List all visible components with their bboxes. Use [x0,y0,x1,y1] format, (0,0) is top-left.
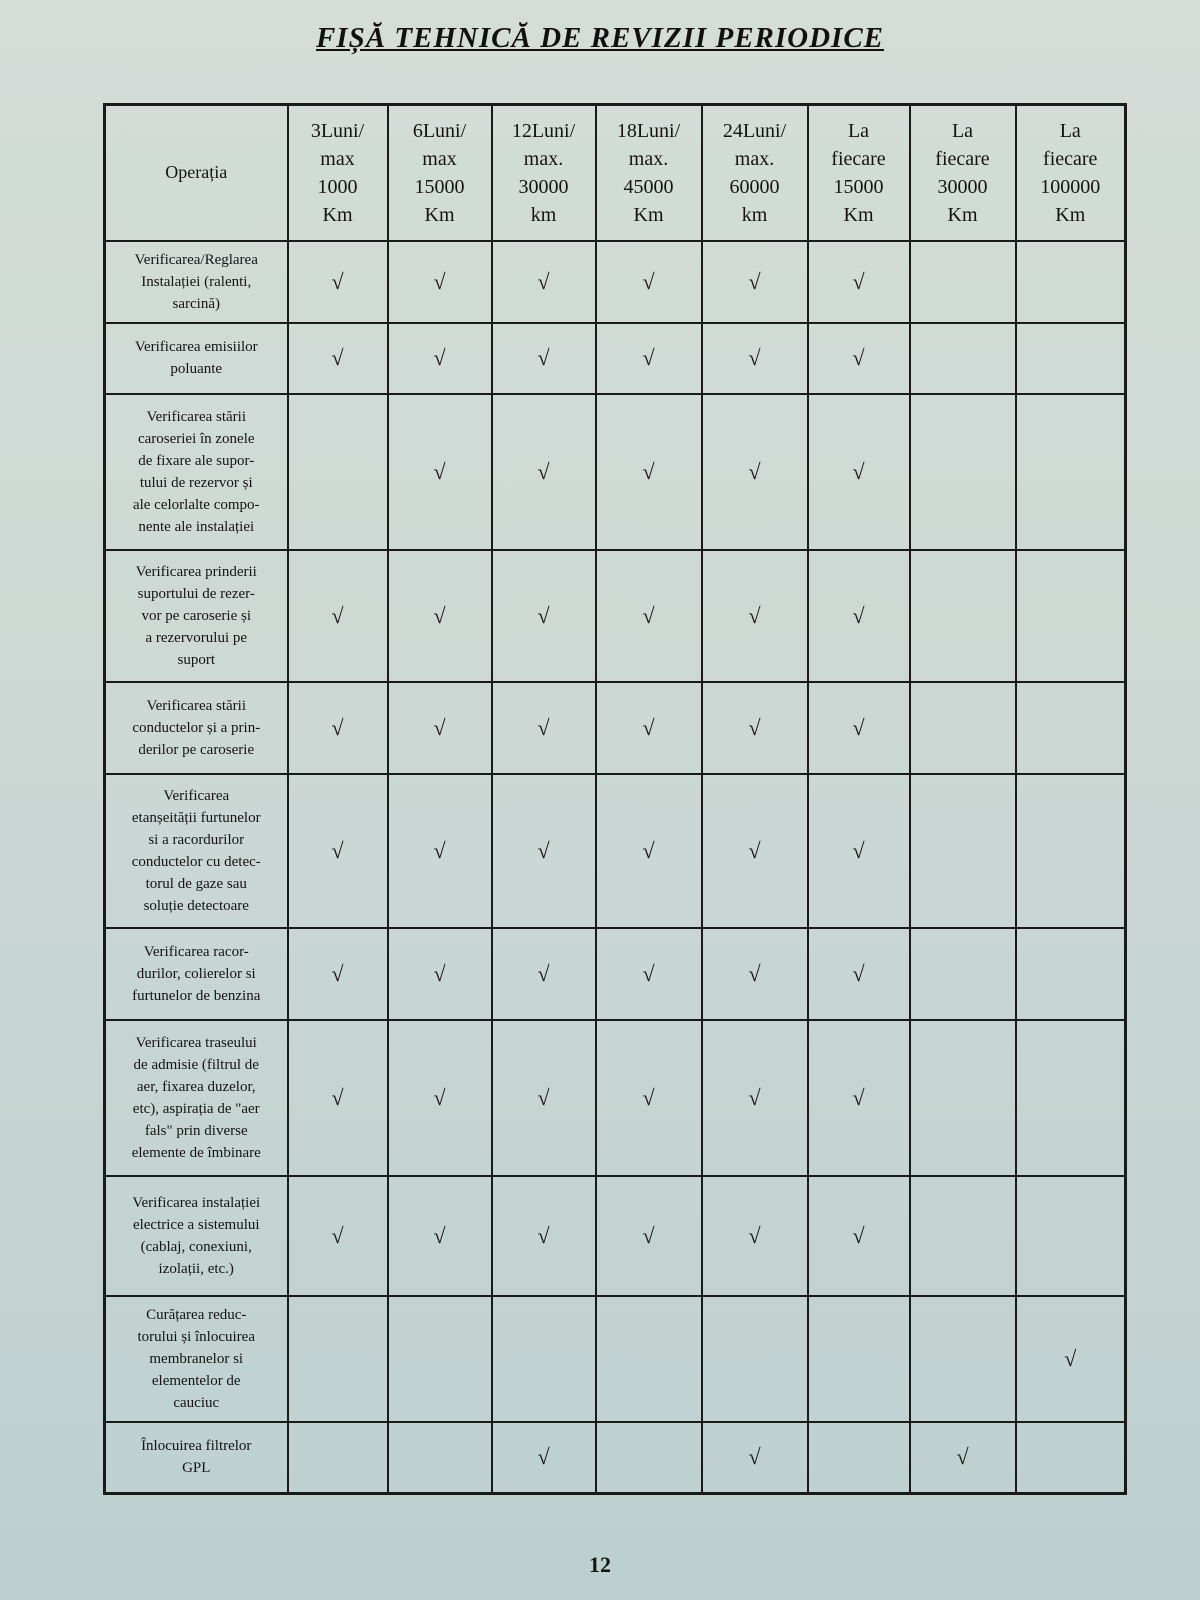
check-mark-cell [808,774,910,928]
check-mark-cell [596,241,702,323]
operation-line: elemente de îmbinare [131,1144,261,1161]
check-mark-cell [388,1020,492,1176]
operation-line: vor pe caroserie și [141,607,252,624]
check-mark-cell [492,928,596,1020]
check-mark-cell [388,1176,492,1296]
empty-cell [910,241,1016,323]
operation-line: GPL [182,1460,211,1477]
check-mark-icon: √ [642,714,655,740]
operation-line: Verificarea emisiilor [134,339,258,355]
check-mark-icon: √ [748,1084,761,1110]
check-mark-cell [492,241,596,323]
check-mark-icon: √ [748,1222,761,1248]
operation-cell [105,394,288,550]
operation-line: a rezervorului pe [145,629,248,646]
column-header: 12Luni/ max. 30000 km [492,105,596,241]
check-mark-cell [596,774,702,928]
operation-cell [105,323,288,394]
empty-cell [388,1422,492,1494]
operation-line: Curățarea reduc- [146,1306,247,1323]
page-title: FIȘĂ TEHNICĂ DE REVIZII PERIODICE [315,22,885,54]
check-mark-cell [388,682,492,774]
check-mark-icon: √ [642,1222,655,1248]
operation-cell [105,241,288,323]
empty-cell [910,1176,1016,1296]
empty-cell [596,1422,702,1494]
operation-line: furtunelor de benzina [132,987,261,1004]
operation-line: izolații, etc.) [158,1260,234,1277]
check-mark-cell [702,1176,808,1296]
check-mark-cell [702,241,808,323]
check-mark-icon: √ [852,345,865,370]
table-row [105,241,1126,323]
check-mark-icon: √ [748,602,761,628]
check-mark-icon: √ [331,837,344,863]
check-mark-icon: √ [331,1222,344,1248]
check-mark-icon: √ [642,960,655,986]
check-mark-cell [388,323,492,394]
column-header: 24Luni/ max. 60000 km [702,105,808,241]
check-mark-icon: √ [537,345,550,370]
check-mark-cell [596,323,702,394]
revisions-table [103,103,1127,1495]
check-mark-icon: √ [331,602,344,628]
operation-line: ale celorlalte compo- [132,496,260,513]
check-mark-cell [702,928,808,1020]
operation-line: caroseriei în zonele [137,430,255,447]
check-mark-cell [288,323,388,394]
check-mark-cell [288,241,388,323]
check-mark-cell [492,774,596,928]
check-mark-icon: √ [433,268,446,294]
empty-cell [910,928,1016,1020]
operation-line: Verificarea prinderii [135,563,257,580]
operation-line: Verificarea traseului [135,1034,257,1051]
check-mark-icon: √ [537,1444,550,1470]
table-row [105,1296,1126,1422]
check-mark-cell [596,394,702,550]
column-header: La fiecare 30000 Km [910,105,1016,241]
check-mark-icon: √ [852,1084,865,1110]
check-mark-cell [702,323,808,394]
operation-line: soluție detectoare [143,897,249,914]
empty-cell [808,1422,910,1494]
check-mark-cell [910,1422,1016,1494]
operation-line: membranelor si [149,1350,244,1367]
check-mark-icon: √ [331,345,344,370]
operation-line: elementelor de [151,1372,241,1389]
operation-line: etanșeității furtunelor [131,809,261,826]
check-mark-icon: √ [852,458,865,484]
check-mark-icon: √ [748,960,761,986]
operation-line: si a racordurilor [148,831,245,848]
check-mark-icon: √ [433,714,446,740]
operation-line: derilor pe caroserie [138,741,255,758]
operation-column-header: Operația [105,105,288,241]
check-mark-cell [808,682,910,774]
table-body [105,241,1126,1494]
check-mark-cell [288,682,388,774]
operation-line: fals" prin diverse [144,1122,248,1139]
check-mark-icon: √ [331,1084,344,1110]
empty-cell [388,1296,492,1422]
check-mark-icon: √ [537,602,550,628]
table-row [105,1176,1126,1296]
empty-cell [288,394,388,550]
operation-line: (cablaj, conexiuni, [140,1238,252,1255]
empty-cell [1016,1020,1126,1176]
check-mark-cell [808,241,910,323]
check-mark-cell [288,774,388,928]
operation-line: sarcină) [172,295,220,312]
operation-line: Verificarea stării [146,408,247,425]
operation-line: Înlocuirea filtrelor [141,1438,252,1455]
check-mark-cell [702,550,808,682]
operation-line: suportului de rezer- [137,585,255,602]
check-mark-cell [492,323,596,394]
empty-cell [910,1296,1016,1422]
check-mark-icon: √ [748,714,761,740]
operation-line: durilor, colierelor si [136,965,256,982]
check-mark-icon: √ [537,1222,550,1248]
operation-line: suport [177,651,215,668]
check-mark-cell [492,1422,596,1494]
operation-cell [105,1296,288,1422]
operation-line: de fixare ale supor- [138,452,255,469]
check-mark-cell [288,550,388,682]
table-row [105,1422,1126,1494]
check-mark-cell [808,1176,910,1296]
operation-line: Verificarea racor- [143,943,249,960]
check-mark-cell [288,1176,388,1296]
check-mark-icon: √ [331,268,344,294]
check-mark-icon: √ [748,1444,761,1470]
check-mark-icon: √ [331,714,344,740]
empty-cell [910,394,1016,550]
operation-line: tului de rezervor și [139,474,253,491]
check-mark-icon: √ [748,345,761,370]
check-mark-cell [596,1176,702,1296]
check-mark-cell [596,550,702,682]
check-mark-cell [596,1020,702,1176]
revisions-table-container [103,103,1127,1495]
operation-line: aer, fixarea duzelor, [136,1078,256,1095]
table-row [105,774,1126,928]
table-row [105,550,1126,682]
check-mark-icon: √ [537,960,550,986]
empty-cell [1016,241,1126,323]
check-mark-icon: √ [852,602,865,628]
operation-cell [105,682,288,774]
check-mark-icon: √ [433,837,446,863]
check-mark-cell [492,1020,596,1176]
check-mark-icon: √ [537,837,550,863]
empty-cell [492,1296,596,1422]
check-mark-cell [492,394,596,550]
operation-line: conductelor și a prin- [132,719,261,736]
empty-cell [1016,394,1126,550]
check-mark-cell [596,682,702,774]
check-mark-cell [288,928,388,1020]
check-mark-icon: √ [852,1222,865,1248]
check-mark-icon: √ [433,1222,446,1248]
check-mark-icon: √ [537,268,550,294]
empty-cell [910,323,1016,394]
check-mark-icon: √ [433,458,446,484]
check-mark-cell [492,1176,596,1296]
empty-cell [1016,550,1126,682]
table-row [105,323,1126,394]
operation-line: Instalației (ralenti, [141,273,252,290]
check-mark-icon: √ [331,960,344,986]
operation-line: torul de gaze sau [145,875,247,892]
operation-line: poluante [170,361,223,377]
check-mark-cell [702,1020,808,1176]
check-mark-cell [596,928,702,1020]
empty-cell [910,1020,1016,1176]
check-mark-cell [702,394,808,550]
column-header: La fiecare 15000 Km [808,105,910,241]
check-mark-cell [388,550,492,682]
operation-line: etc), aspirația de "aer [132,1100,260,1117]
check-mark-icon: √ [1064,1345,1077,1371]
empty-cell [1016,1422,1126,1494]
empty-cell [910,682,1016,774]
empty-cell [1016,682,1126,774]
empty-cell [1016,774,1126,928]
check-mark-cell [808,394,910,550]
operation-cell [105,1422,288,1494]
page-number: 12 [589,1552,611,1577]
check-mark-icon: √ [642,1084,655,1110]
operation-line: conductelor cu detec- [131,853,261,870]
table-row [105,1020,1126,1176]
check-mark-icon: √ [433,345,446,370]
column-header: 6Luni/ max 15000 Km [388,105,492,241]
empty-cell [1016,928,1126,1020]
check-mark-cell [388,928,492,1020]
check-mark-cell [702,1422,808,1494]
check-mark-icon: √ [433,960,446,986]
column-header: 3Luni/ max 1000 Km [288,105,388,241]
operation-line: torului și înlocuirea [137,1328,255,1345]
check-mark-icon: √ [852,837,865,863]
check-mark-icon: √ [748,458,761,484]
operation-line: de admisie (filtrul de [133,1056,259,1073]
operation-cell [105,550,288,682]
empty-cell [702,1296,808,1422]
table-row [105,928,1126,1020]
check-mark-cell [1016,1296,1126,1422]
empty-cell [910,774,1016,928]
check-mark-cell [808,1020,910,1176]
check-mark-icon: √ [642,602,655,628]
empty-cell [288,1422,388,1494]
check-mark-cell [702,774,808,928]
check-mark-cell [288,1020,388,1176]
operation-cell [105,1020,288,1176]
operation-line: nente ale instalației [138,518,255,535]
check-mark-icon: √ [433,602,446,628]
operation-cell [105,928,288,1020]
check-mark-cell [388,394,492,550]
operation-cell [105,774,288,928]
check-mark-cell [492,550,596,682]
table-row [105,682,1126,774]
empty-cell [288,1296,388,1422]
empty-cell [1016,1176,1126,1296]
check-mark-icon: √ [956,1444,969,1470]
header-row [105,105,1126,241]
check-mark-icon: √ [642,268,655,294]
operation-line: Verificarea [163,787,230,804]
check-mark-icon: √ [537,458,550,484]
empty-cell [1016,323,1126,394]
check-mark-icon: √ [642,458,655,484]
check-mark-icon: √ [537,1084,550,1110]
operation-cell [105,1176,288,1296]
empty-cell [808,1296,910,1422]
column-header: La fiecare 100000 Km [1016,105,1126,241]
check-mark-icon: √ [433,1084,446,1110]
check-mark-icon: √ [642,837,655,863]
check-mark-icon: √ [537,714,550,740]
check-mark-cell [808,550,910,682]
operation-line: Verificarea instalației [132,1194,261,1211]
operation-line: electrice a sistemului [132,1216,260,1233]
operation-line: cauciuc [173,1394,220,1411]
operation-line: Verificarea stării [146,697,247,714]
check-mark-cell [702,682,808,774]
check-mark-icon: √ [642,345,655,370]
operation-line: Verificarea/Reglarea [134,251,258,268]
check-mark-cell [808,323,910,394]
check-mark-cell [388,241,492,323]
check-mark-icon: √ [852,960,865,986]
check-mark-icon: √ [852,268,865,294]
empty-cell [910,550,1016,682]
empty-cell [596,1296,702,1422]
check-mark-icon: √ [852,714,865,740]
table-row [105,394,1126,550]
check-mark-cell [388,774,492,928]
check-mark-icon: √ [748,837,761,863]
check-mark-cell [808,928,910,1020]
check-mark-cell [492,682,596,774]
column-header: 18Luni/ max. 45000 Km [596,105,702,241]
check-mark-icon: √ [748,268,761,294]
